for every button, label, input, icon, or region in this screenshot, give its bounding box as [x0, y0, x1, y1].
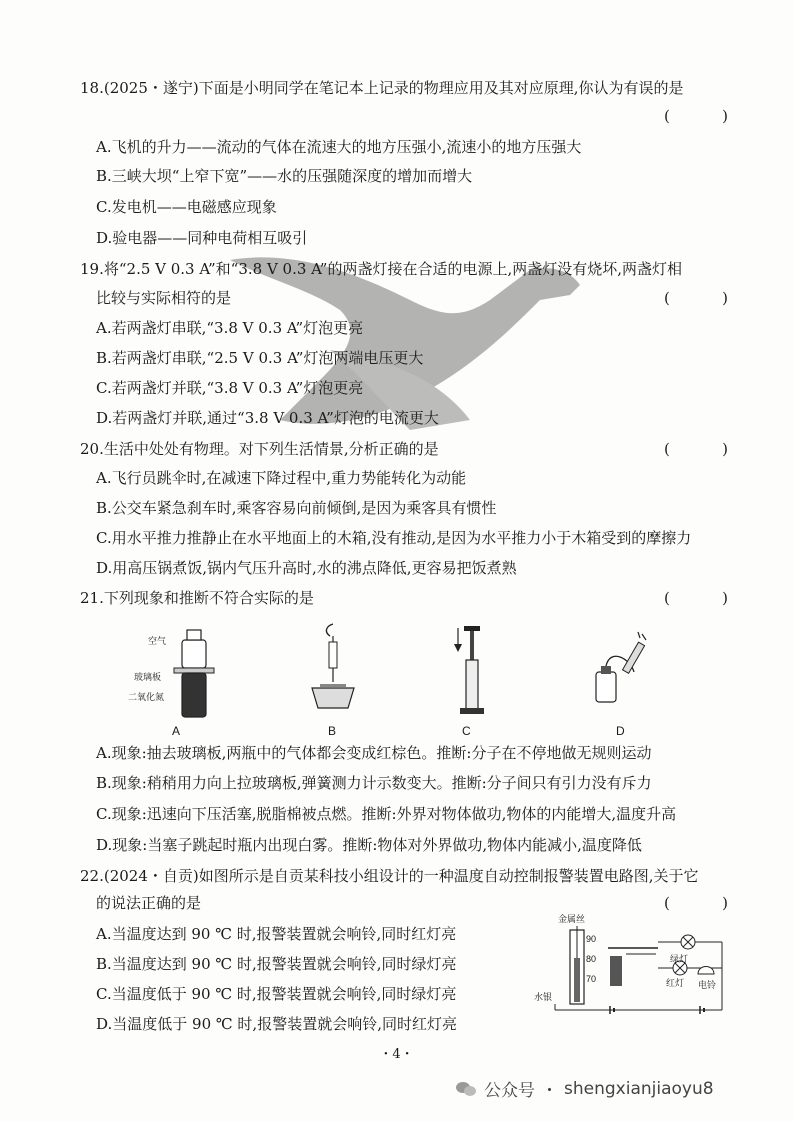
question-19-option-a: A.若两盏灯串联,“3.8 V 0.3 A”灯泡更亮: [96, 319, 364, 337]
answer-bracket-22[interactable]: ( ): [664, 894, 728, 912]
figure-22-circuit: [530, 914, 730, 1018]
question-18-stem: 18.(2025・遂宁)下面是小明同学在笔记本上记录的物理应用及其对应原理,你认为有误的是: [80, 79, 684, 97]
question-22-option-a: A.当温度达到 90 ℃ 时,报警装置就会响铃,同时红灯亮: [96, 925, 457, 943]
figure-21-label-c: C: [462, 724, 471, 738]
question-22-option-c: C.当温度低于 90 ℃ 时,报警装置就会响铃,同时绿灯亮: [96, 985, 457, 1003]
figure-21-c-diagram: [450, 624, 490, 720]
footer-brand: 公众号: [484, 1081, 535, 1101]
question-21-stem: 21.下列现象和推断不符合实际的是: [80, 589, 314, 607]
tick-70: 70: [586, 974, 597, 984]
label-bell: 电铃: [698, 980, 717, 990]
answer-bracket-20[interactable]: ( ): [664, 440, 728, 458]
label-metal-wire: 金属丝: [558, 914, 586, 924]
question-19-option-d: D.若两盏灯并联,通过“3.8 V 0.3 A”灯泡的电流更大: [96, 409, 439, 427]
label-no2: 二氧化氮: [128, 692, 165, 702]
footer-account-name: shengxianjiaoyu8: [564, 1078, 714, 1099]
answer-bracket-18[interactable]: ( ): [664, 107, 728, 125]
figure-21-label-d: D: [616, 724, 625, 738]
figure-21-label-a: A: [172, 724, 181, 738]
question-20-stem: 20.生活中处处有物理。对下列生活情景,分析正确的是: [80, 440, 439, 458]
question-20-option-a: A.飞行员跳伞时,在减速下降过程中,重力势能转化为动能: [96, 469, 467, 487]
question-22-option-b: B.当温度达到 90 ℃ 时,报警装置就会响铃,同时绿灯亮: [96, 955, 457, 973]
label-glass-plate: 玻璃板: [134, 672, 162, 682]
label-mercury: 水银: [534, 992, 553, 1002]
question-18-option-d: D.验电器——同种电荷相互吸引: [96, 229, 308, 247]
question-19-option-b: B.若两盏灯串联,“2.5 V 0.3 A”灯泡两端电压更大: [96, 349, 424, 367]
question-21-option-a: A.现象:抽去玻璃板,两瓶中的气体都会变成红棕色。推断:分子在不停地做无规则运动: [96, 744, 652, 762]
figure-21-label-b: B: [328, 724, 337, 738]
answer-bracket-21[interactable]: ( ): [664, 589, 728, 607]
footer-separator: ・: [541, 1081, 558, 1101]
label-red-lamp: 红灯: [666, 978, 685, 988]
label-green-lamp: 绿灯: [670, 954, 689, 964]
question-22-option-d: D.当温度低于 90 ℃ 时,报警装置就会响铃,同时红灯亮: [96, 1015, 457, 1033]
page-number: ・4・: [379, 1047, 414, 1062]
question-20-option-c: C.用水平推力推静止在水平地面上的木箱,没有推动,是因为水平推力小于木箱受到的摩擦力: [96, 529, 692, 547]
question-19-option-c: C.若两盏灯并联,“3.8 V 0.3 A”灯泡更亮: [96, 379, 364, 397]
figure-21-b-diagram: [308, 622, 358, 720]
question-21-option-b: B.现象:稍稍用力向上拉玻璃板,弹簧测力计示数变大。推断:分子间只有引力没有斥力: [96, 774, 652, 792]
question-19-stem: 19.将“2.5 V 0.3 A”和“3.8 V 0.3 A”的两盏灯接在合适的电源上,两盏灯没有烧坏,两盏灯相: [80, 260, 683, 278]
figure-21-d-diagram: [590, 628, 650, 720]
question-18-option-b: B.三峡大坝“上窄下宽”——水的压强随深度的增加而增大: [96, 167, 473, 185]
circuit-diagram: [530, 918, 730, 1018]
figure-21: [110, 620, 670, 740]
question-18-option-a: A.飞机的升力——流动的气体在流速大的地方压强小,流速小的地方压强大: [96, 138, 582, 156]
wechat-icon: [456, 1080, 478, 1098]
question-20-option-d: D.用高压锅煮饭,锅内气压升高时,水的沸点降低,更容易把饭煮熟: [96, 559, 517, 577]
answer-bracket-19[interactable]: ( ): [664, 289, 728, 307]
question-20-option-b: B.公交车紧急刹车时,乘客容易向前倾倒,是因为乘客具有惯性: [96, 499, 497, 517]
label-air: 空气: [148, 636, 167, 646]
question-21-option-c: C.现象:迅速向下压活塞,脱脂棉被点燃。推断:外界对物体做功,物体的内能增大,温度升高: [96, 805, 677, 823]
question-21-option-d: D.现象:当塞子跳起时瓶内出现白雾。推断:物体对外界做功,物体内能减小,温度降低: [96, 836, 642, 854]
question-22-stem: 22.(2024・自贡)如图所示是自贡某科技小组设计的一种温度自动控制报警装置电路图,关于它: [80, 867, 699, 885]
figure-21-a-diagram: [170, 628, 220, 720]
question-22-stem-cont: 的说法正确的是: [96, 894, 202, 912]
tick-80: 80: [586, 954, 597, 964]
footer-account: [456, 1076, 714, 1101]
question-19-stem-cont: 比较与实际相符的是: [96, 289, 232, 307]
question-18-option-c: C.发电机——电磁感应现象: [96, 198, 277, 216]
tick-90: 90: [586, 934, 597, 944]
